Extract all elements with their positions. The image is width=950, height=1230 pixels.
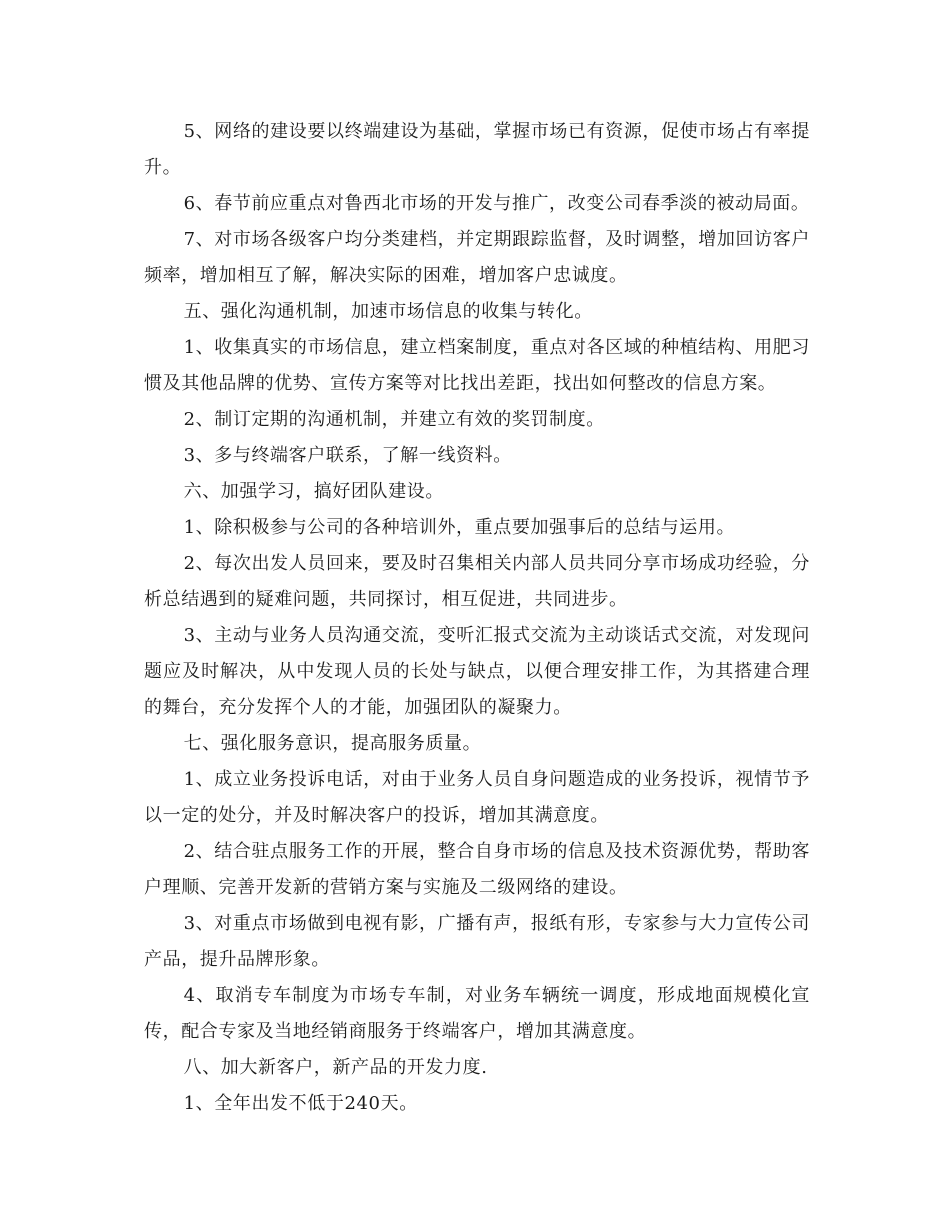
paragraph: 3、对重点市场做到电视有影，广播有声，报纸有形，专家参与大力宣传公司产品，提升品牌形象。: [144, 913, 810, 970]
section-heading: 五、强化沟通机制，加速市场信息的收集与转化。: [183, 301, 593, 322]
paragraph: 3、主动与业务人员沟通交流，变听汇报式交流为主动谈话式交流，对发现问题应及时解决，从中发现人员的长处与缺点，以便合理安排工作，为其搭建合理的舞台，充分发挥个人的才能，加强团队的凝聚力。: [144, 625, 810, 718]
document-body: [144, 114, 810, 1122]
paragraph: 2、每次出发人员回来，要及时召集相关内部人员共同分享市场成功经验，分析总结遇到的疑难问题，共同探讨，相互促进，共同进步。: [144, 553, 810, 610]
paragraph: 5、网络的建设要以终端建设为基础，掌握市场已有资源，促使市场占有率提升。: [144, 121, 810, 178]
section-heading: 六、加强学习，搞好团队建设。: [183, 481, 444, 502]
paragraph: 1、收集真实的市场信息，建立档案制度，重点对各区域的种植结构、用肥习惯及其他品牌的优势、宣传方案等对比找出差距，找出如何整改的信息方案。: [144, 337, 810, 394]
paragraph: 2、结合驻点服务工作的开展，整合自身市场的信息及技术资源优势，帮助客户理顺、完善开发新的营销方案与实施及二级网络的建设。: [144, 841, 810, 898]
paragraph: 7、对市场各级客户均分类建档，并定期跟踪监督，及时调整，增加回访客户频率，增加相互了解，解决实际的困难，增加客户忠诚度。: [144, 229, 810, 286]
section-heading: 八、加大新客户，新产品的开发力度.: [183, 1057, 488, 1078]
section-heading: 七、强化服务意识，提高服务质量。: [183, 733, 482, 754]
paragraph: 2、制订定期的沟通机制，并建立有效的奖罚制度。: [183, 409, 605, 430]
paragraph: 4、取消专车制度为市场专车制，对业务车辆统一调度，形成地面规模化宣传，配合专家及当地经销商服务于终端客户，增加其满意度。: [144, 985, 810, 1042]
paragraph: 1、成立业务投诉电话，对由于业务人员自身问题造成的业务投诉，视情节予以一定的处分，并及时解决客户的投诉，增加其满意度。: [144, 769, 810, 826]
paragraph: 3、多与终端客户联系，了解一线资料。: [183, 445, 512, 466]
paragraph: 6、春节前应重点对鲁西北市场的开发与推广，改变公司春季淡的被动局面。: [183, 193, 810, 214]
paragraph: 1、全年出发不低于240天。: [183, 1093, 418, 1114]
paragraph: 1、除积极参与公司的各种培训外，重点要加强事后的总结与运用。: [183, 517, 736, 538]
